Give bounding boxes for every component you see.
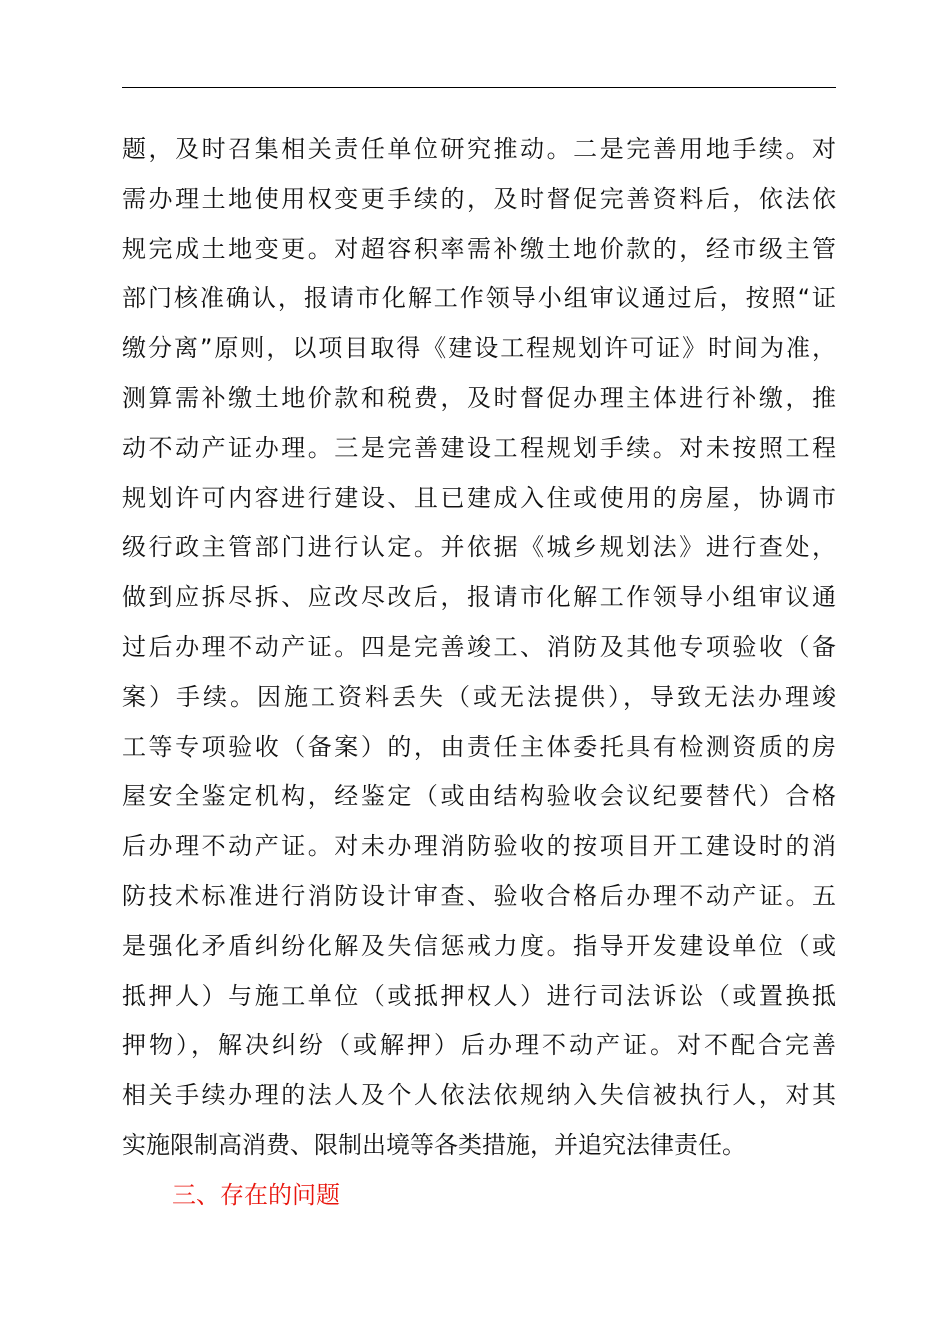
text-line: 实施限制高消费、限制出境等各类措施，并追究法律责任。 xyxy=(122,1130,746,1159)
text-line: 题，及时召集相关责任单位研究推动。二是完善用地手续。对 xyxy=(122,135,836,163)
text-line: 需办理土地使用权变更手续的，及时督促完善资料后，依法依 xyxy=(122,184,836,213)
text-line: 规完成土地变更。对超容积率需补缴土地价款的，经市级主管 xyxy=(122,234,836,263)
body-paragraph xyxy=(122,125,836,1171)
text-line: 规划许可内容进行建设、且已建成入住或使用的房屋，协调市 xyxy=(122,483,836,512)
text-line: 工等专项验收（备案）的，由责任主体委托具有检测资质的房 xyxy=(122,732,836,761)
text-line: 做到应拆尽拆、应改尽改后，报请市化解工作领导小组审议通 xyxy=(122,583,836,612)
text-line: 动不动产证办理。三是完善建设工程规划手续。对未按照工程 xyxy=(122,433,836,462)
text-line: 相关手续办理的法人及个人依法依规纳入失信被执行人，对其 xyxy=(122,1081,836,1110)
text-line: 测算需补缴土地价款和税费，及时督促办理主体进行补缴，推 xyxy=(122,383,836,412)
text-line: 案）手续。因施工资料丢失（或无法提供），导致无法办理竣 xyxy=(122,682,836,711)
text-line: 防技术标准进行消防设计审查、验收合格后办理不动产证。五 xyxy=(122,881,836,910)
text-line: 屋安全鉴定机构，经鉴定（或由结构验收会议纪要替代）合格 xyxy=(122,782,836,811)
text-line: 缴分离”原则，以项目取得《建设工程规划许可证》时间为准， xyxy=(122,334,836,363)
text-line: 后办理不动产证。对未办理消防验收的按项目开工建设时的消 xyxy=(122,832,836,861)
text-line: 抵押人）与施工单位（或抵押权人）进行司法诉讼（或置换抵 xyxy=(122,981,836,1010)
text-line: 是强化矛盾纠纷化解及失信惩戒力度。指导开发建设单位（或 xyxy=(122,931,836,960)
section-heading: 三、存在的问题 xyxy=(172,1181,340,1209)
text-line: 过后办理不动产证。四是完善竣工、消防及其他专项验收（备 xyxy=(122,632,836,661)
header-rule xyxy=(122,87,836,88)
text-line: 押物），解决纠纷（或解押）后办理不动产证。对不配合完善 xyxy=(122,1031,836,1060)
text-line: 级行政主管部门进行认定。并依据《城乡规划法》进行查处， xyxy=(122,533,836,562)
text-line: 部门核准确认，报请市化解工作领导小组审议通过后，按照“证 xyxy=(122,284,836,313)
